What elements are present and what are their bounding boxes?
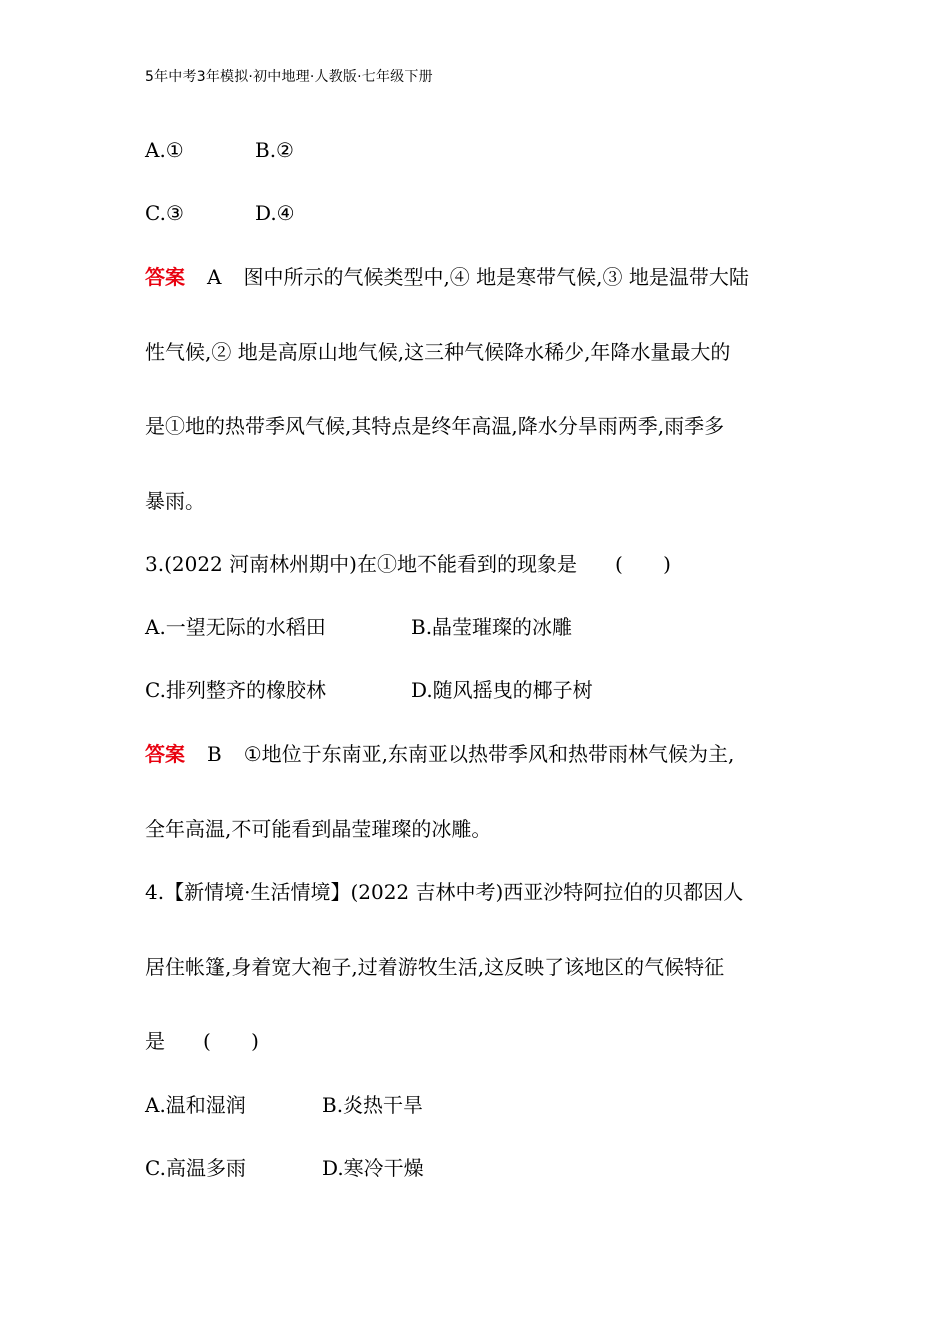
q3-option-a[interactable]: A.一望无际的水稻田 xyxy=(145,615,326,639)
q3-answer-line-2: 全年高温,不可能看到晶莹璀璨的冰雕。 xyxy=(145,817,492,841)
q2-option-a[interactable]: A.① xyxy=(145,138,184,162)
q4-options-row-2 xyxy=(145,1154,424,1182)
q2-answer-line-2: 性气候,② 地是高原山地气候,这三种气候降水稀少,年降水量最大的 xyxy=(145,340,731,364)
q2-answer-text: 图中所示的气候类型中,④ 地是寒带气候,③ 地是温带大陆 xyxy=(243,265,749,289)
q2-option-c[interactable]: C.③ xyxy=(145,201,184,225)
q2-options-row-2 xyxy=(145,199,295,227)
q2-options-row-1 xyxy=(145,136,294,164)
q4-stem-text: 是 xyxy=(145,1029,165,1053)
q2-answer-letter: A xyxy=(207,265,222,289)
page-header: 5年中考3年模拟·初中地理·人教版·七年级下册 xyxy=(145,69,433,85)
q2-option-b[interactable]: B.② xyxy=(255,138,294,162)
q3-answer-label: 答案 xyxy=(145,742,185,766)
q4-stem-line-1: 4.【新情境·生活情境】(2022 吉林中考)西亚沙特阿拉伯的贝都因人 xyxy=(145,880,744,904)
q3-option-b[interactable]: B.晶莹璀璨的冰雕 xyxy=(411,615,573,639)
q4-option-a[interactable]: A.温和湿润 xyxy=(145,1093,246,1117)
q4-options-row-1 xyxy=(145,1091,423,1119)
q2-option-d[interactable]: D.④ xyxy=(255,201,295,225)
q3-answer-line-1 xyxy=(145,740,734,768)
q3-options-row-1 xyxy=(145,613,572,641)
q2-answer-line-4: 暴雨。 xyxy=(145,489,205,513)
q2-answer-label: 答案 xyxy=(145,265,185,289)
q3-stem xyxy=(145,550,671,578)
q4-stem-line-3 xyxy=(145,1027,259,1055)
q4-option-b[interactable]: B.炎热干旱 xyxy=(322,1093,424,1117)
q3-option-c[interactable]: C.排列整齐的橡胶林 xyxy=(145,678,326,702)
q4-answer-bracket: ( ) xyxy=(203,1029,259,1053)
q4-stem-line-2: 居住帐篷,身着宽大袍子,过着游牧生活,这反映了该地区的气候特征 xyxy=(145,955,725,979)
q2-answer-line-3: 是①地的热带季风气候,其特点是终年高温,降水分旱雨两季,雨季多 xyxy=(145,414,725,438)
q3-answer-letter: B xyxy=(207,742,222,766)
q4-option-c[interactable]: C.高温多雨 xyxy=(145,1156,246,1180)
q3-stem-text: 3.(2022 河南林州期中)在①地不能看到的现象是 xyxy=(145,552,577,576)
q3-option-d[interactable]: D.随风摇曳的椰子树 xyxy=(411,678,593,702)
q3-answer-text: ①地位于东南亚,东南亚以热带季风和热带雨林气候为主, xyxy=(243,742,735,766)
q4-option-d[interactable]: D.寒冷干燥 xyxy=(322,1156,424,1180)
q3-answer-bracket: ( ) xyxy=(614,552,671,576)
q2-answer-line-1 xyxy=(145,263,749,291)
q3-options-row-2 xyxy=(145,676,593,704)
